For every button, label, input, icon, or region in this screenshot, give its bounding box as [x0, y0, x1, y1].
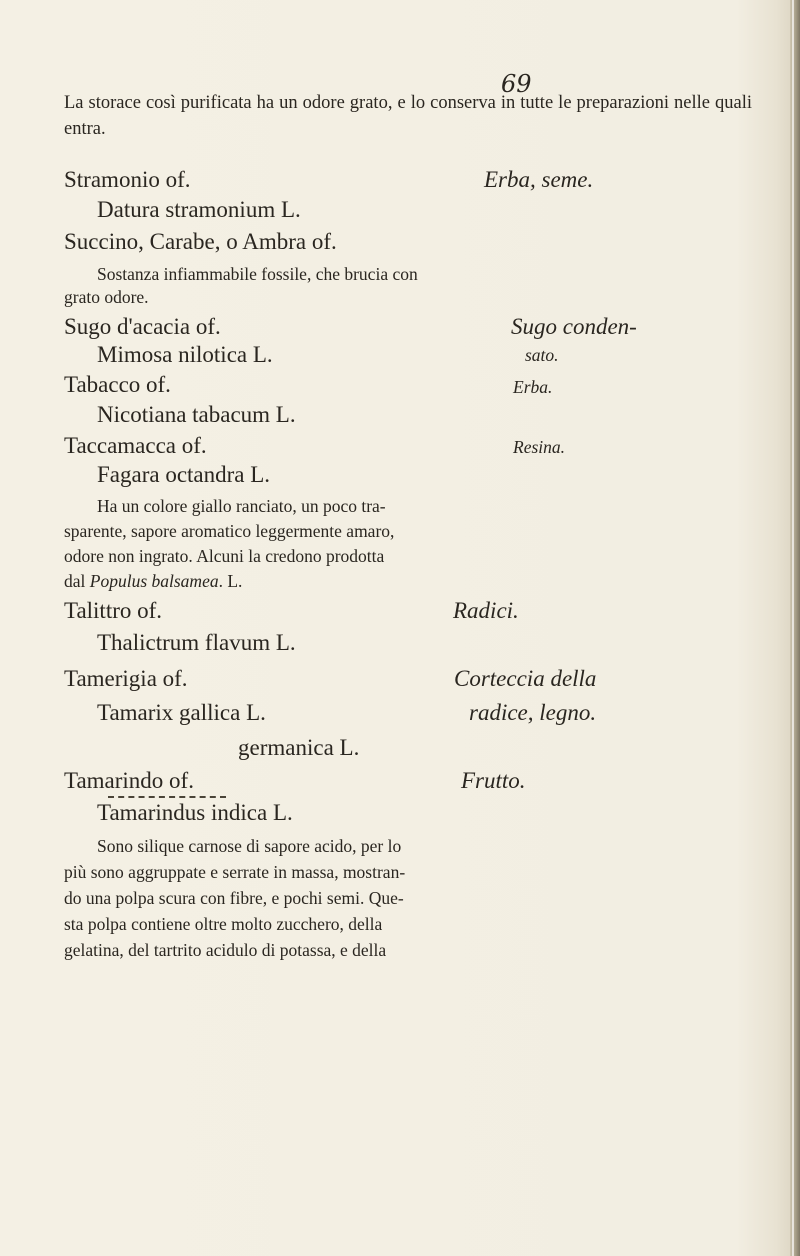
entry-tamerigia-name: Tamerigia of.	[64, 666, 188, 691]
entry-taccamacca-desc-3: odore non ingrato. Alcuni la credono prodotta	[64, 546, 385, 566]
entry-tamarindo-part: Frutto.	[461, 768, 526, 793]
entry-sugo-acacia-name: Sugo d'acacia of.	[64, 314, 221, 339]
entry-tamarindo-desc-3: do una polpa scura con fibre, e pochi semi. Que-	[64, 888, 404, 908]
entry-tamerigia-part-2: radice, legno.	[469, 700, 597, 725]
entry-taccamacca-desc-1: Ha un colore giallo ranciato, un poco tra-	[97, 496, 386, 516]
desc-4-italic: Populus balsamea	[89, 571, 219, 591]
entry-succino-desc-2: grato odore.	[64, 287, 149, 307]
intro-paragraph: La storace così purificata ha un odore grato, e lo conserva in tutte le preparazioni nelle quali entra.	[64, 93, 752, 139]
entry-tamarindo-desc-5: gelatina, del tartrito acidulo di potassa, e della	[64, 940, 387, 960]
entry-stramonio-latin: Datura stramonium L.	[97, 197, 301, 222]
entry-tamarindo-desc-4: sta polpa contiene oltre molto zucchero, della	[64, 914, 383, 934]
entry-tamarindo-desc-1: Sono silique carnose di sapore acido, per lo	[97, 836, 402, 856]
entry-tamarindo-name: Tamarindo of.	[64, 768, 194, 793]
entry-talittro-name: Talittro of.	[64, 598, 163, 623]
entry-taccamacca-desc-4	[64, 571, 242, 592]
entry-tamerigia-part-1: Corteccia della	[454, 666, 597, 691]
entry-tamerigia-latin-2: germanica L.	[238, 735, 360, 760]
entry-taccamacca-latin: Fagara octandra L.	[97, 462, 271, 487]
entry-tamarindo-latin: Tamarindus indica L.	[97, 800, 293, 825]
entry-talittro-latin: Thalictrum flavum L.	[97, 630, 296, 655]
page-number: 69	[501, 70, 532, 98]
entry-taccamacca-part: Resina.	[513, 437, 566, 457]
desc-4-prefix: dal	[64, 571, 86, 591]
ditto-dash	[108, 796, 226, 798]
entry-tamarindo-desc-2: più sono aggruppate e serrate in massa, mostran-	[64, 862, 406, 882]
entry-sugo-acacia-part-1: Sugo conden-	[511, 314, 637, 339]
entry-stramonio-name: Stramonio of.	[64, 167, 191, 192]
entry-tabacco-name: Tabacco of.	[64, 372, 171, 397]
entry-taccamacca-name: Taccamacca of.	[64, 433, 207, 458]
entry-sugo-acacia-part-2: sato.	[525, 345, 559, 365]
entry-succino-desc-1: Sostanza infiammabile fossile, che brucia con	[97, 264, 418, 284]
desc-4-suffix: . L.	[218, 571, 243, 591]
entry-tamerigia-latin-1: Tamarix gallica L.	[97, 700, 266, 725]
entry-stramonio-part: Erba, seme.	[484, 167, 594, 192]
entry-talittro-part: Radici.	[453, 598, 519, 623]
entry-tabacco-latin: Nicotiana tabacum L.	[97, 402, 296, 427]
entry-tabacco-part: Erba.	[513, 377, 553, 397]
entry-succino-name: Succino, Carabe, o Ambra of.	[64, 229, 337, 254]
entry-taccamacca-desc-2: sparente, sapore aromatico leggermente amaro,	[64, 521, 395, 541]
page-edge-highlight	[792, 0, 794, 1256]
entry-sugo-acacia-latin: Mimosa nilotica L.	[97, 342, 273, 367]
